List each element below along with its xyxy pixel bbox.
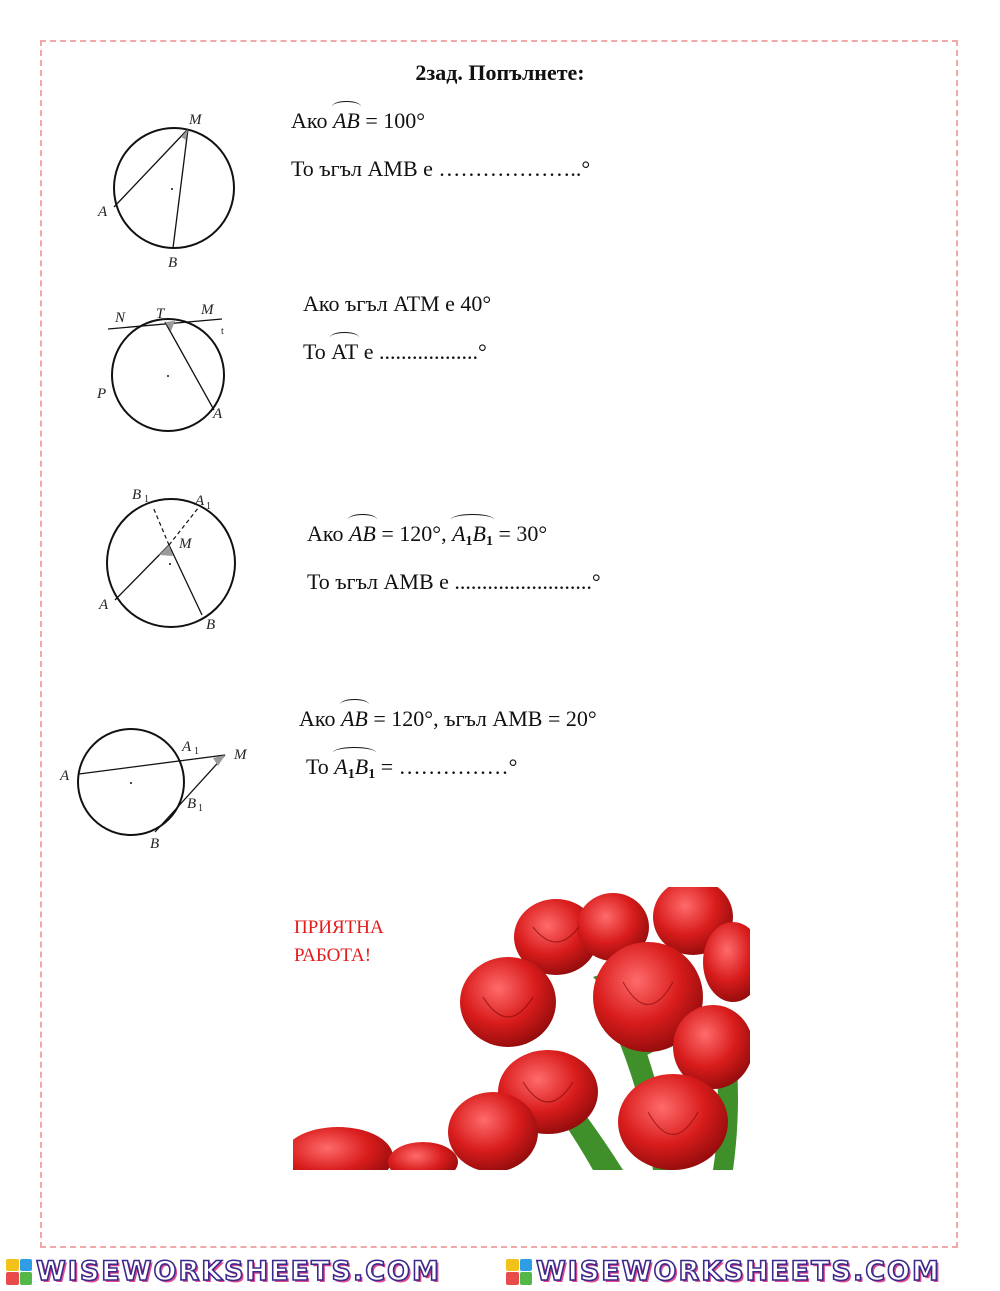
label-m: M [234, 747, 247, 763]
label-a: A [98, 204, 108, 220]
label-m: M [201, 302, 214, 318]
label-b1: B [132, 487, 142, 503]
problem-1-given: Ако AB = 100° [291, 108, 425, 134]
label-b1: B [187, 796, 197, 812]
arc-ab: AB [333, 108, 360, 134]
label-b: B [150, 836, 160, 852]
label-b: B [168, 255, 178, 271]
problem-4-given: Ако AB = 120°, ъгъл AMB = 20° [299, 706, 597, 732]
circle-figure-1 [95, 100, 255, 275]
label-a: A [99, 597, 109, 613]
label-p: P [97, 386, 107, 402]
label-b1-sub: 1 [144, 494, 149, 505]
problem-3-given: Ако AB = 120°, $A_1B_1 = 30^\circ$ [307, 521, 547, 550]
problem-1-answer-blank[interactable]: То ъгъл AMB е ………………..° [291, 156, 591, 181]
wiseworksheets-logo-icon [506, 1259, 532, 1285]
circle-figure-3 [95, 485, 255, 635]
footer-brand-left[interactable] [6, 1256, 441, 1287]
wiseworksheets-logo-icon [6, 1259, 32, 1285]
problem-4-answer-blank[interactable]: То $A_1B_1$ = ……………° [306, 754, 517, 783]
arc-at: AT [331, 339, 358, 365]
label-t: T [156, 306, 165, 322]
footer-brand-strip [0, 1252, 1000, 1291]
label-a: A [213, 406, 223, 422]
label-b1-sub: 1 [198, 803, 203, 814]
closing-message: ПРИЯТНА РАБОТА! [294, 917, 384, 966]
arc-ab: AB [341, 706, 368, 732]
label-a1-sub: 1 [206, 501, 211, 512]
arc-a1b1: $A_1B_1$ [452, 521, 493, 550]
label-t-line: t [221, 326, 224, 337]
arc-a1b1: $A_1B_1$ [334, 754, 375, 783]
label-a: A [60, 768, 70, 784]
label-a1: A [182, 739, 192, 755]
label-m: M [189, 112, 202, 128]
task-title: 2зад. Попълнете: [415, 60, 585, 85]
problem-2-answer-blank[interactable]: То AT е ..................° [303, 339, 487, 365]
footer-brand-text: WISEWORKSHEETS.COM [536, 1256, 941, 1287]
problem-2-given: Ако ъгъл ATM е 40° [303, 291, 492, 316]
label-m: M [179, 536, 192, 552]
footer-brand-right[interactable] [506, 1256, 941, 1287]
label-a1-sub: 1 [194, 746, 199, 757]
circle-figure-2 [95, 300, 255, 430]
label-n: N [115, 310, 126, 326]
arc-ab: AB [349, 521, 376, 547]
label-b: B [206, 617, 216, 633]
footer-brand-text: WISEWORKSHEETS.COM [36, 1256, 441, 1287]
label-a1: A [195, 493, 205, 509]
problem-3-answer-blank[interactable]: То ъгъл AMB е .........................° [307, 569, 601, 594]
circle-figure-4 [58, 725, 258, 855]
